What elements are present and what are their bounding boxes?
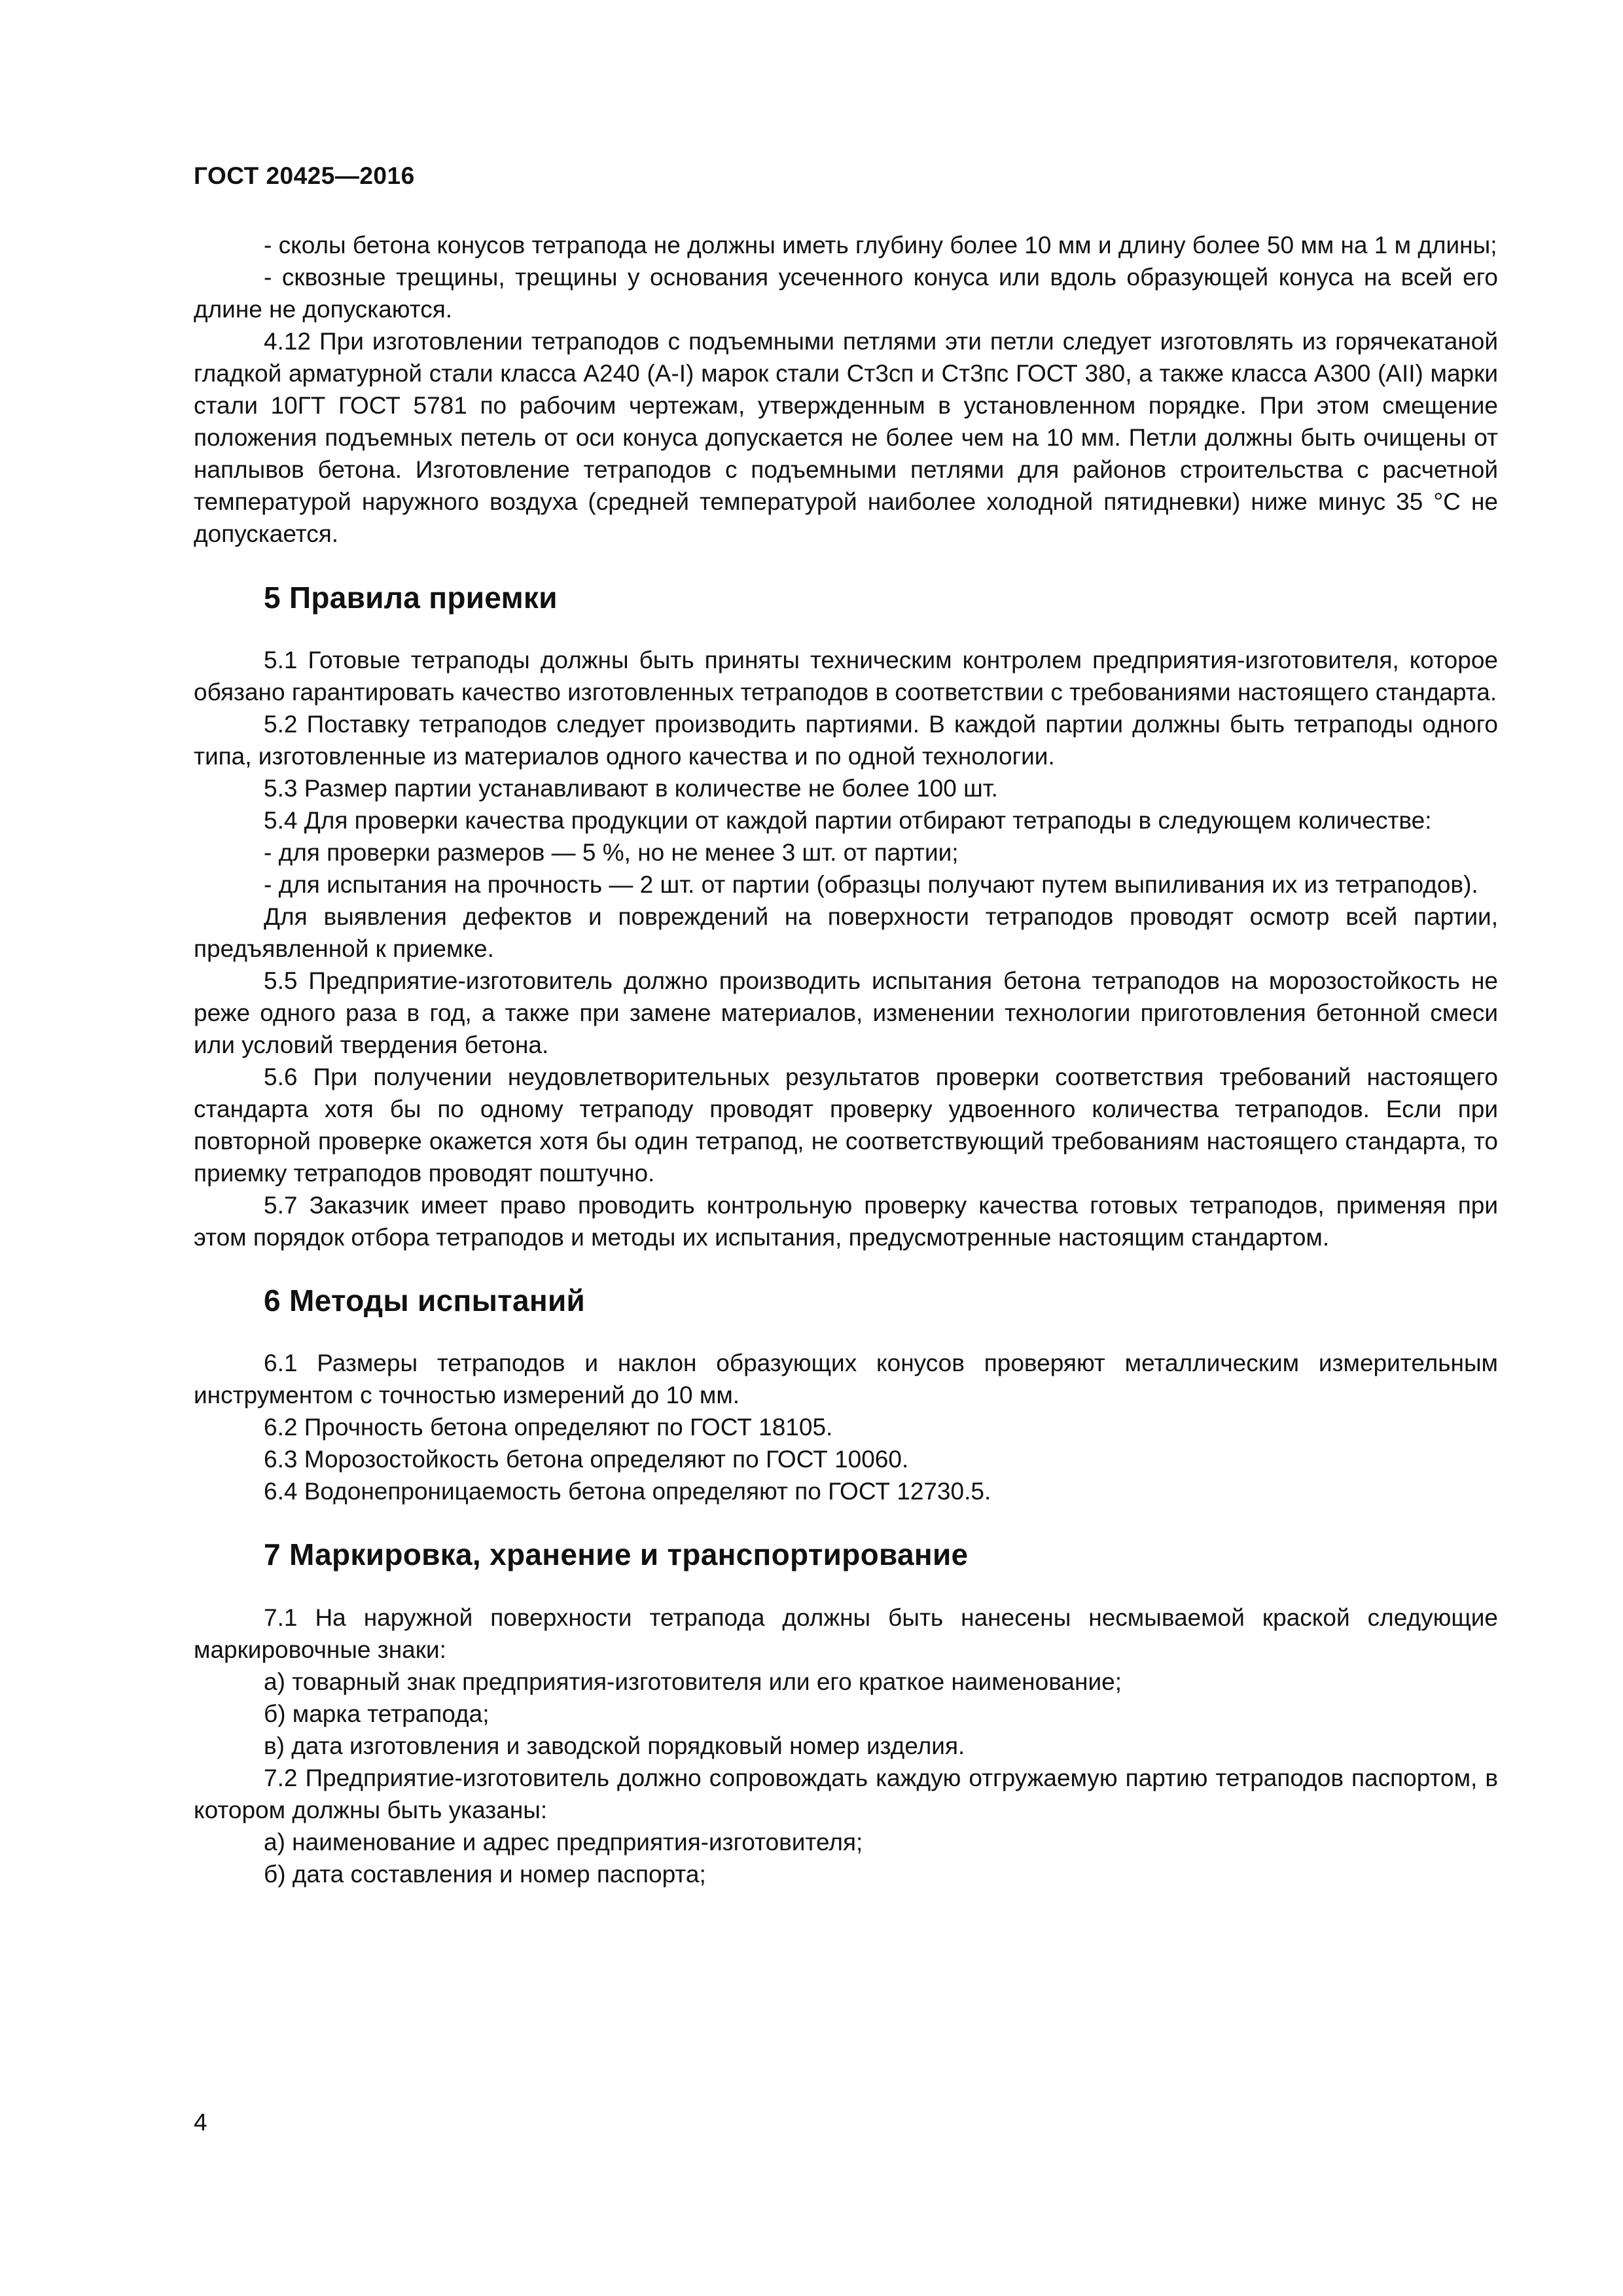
paragraph: 5.1 Готовые тетраподы должны быть приняты техническим контролем предприятия-изготовителя, которое обязано гарантировать качество изготовленных тетраподов в соответствии с требованиями настоящего стандарта. [194, 647, 1498, 706]
list-item: - для проверки размеров — 5 %, но не менее 3 шт. от партии; [264, 839, 959, 866]
paragraph: 4.12 При изготовлении тетраподов с подъемными петлями эти петли следует изготовлять из горячекатаной гладкой арматурной стали класса А240 (А-I) марок стали Ст3сп и Ст3пс ГОСТ 380, а также класса А300 (АII) марки стали 10ГТ ГОСТ 5781 по рабочим чертежам, утвержденным в установленном порядке. При этом смещение положения подъемных петель от оси конуса допускается не более чем на 10 мм. Петли должны быть очищены от наплывов бетона. Изготовление тетраподов с подъемными петлями для районов строительства с расчетной температурой наружного воздуха (средней температурой наиболее холодной пятидневки) ниже минус 35 °С не допускается. [194, 328, 1498, 547]
list-item: - для испытания на прочность — 2 шт. от партии (образцы получают путем выпиливания их из тетраподов). [264, 871, 1478, 898]
paragraph: 5.4 Для проверки качества продукции от каждой партии отбирают тетраподы в следующем количестве: [264, 807, 1432, 834]
paragraph: 5.2 Поставку тетраподов следует производить партиями. В каждой партии должны быть тетраподы одного типа, изготовленные из материалов одного качества и по одной технологии. [194, 711, 1498, 770]
paragraph: 5.6 При получении неудовлетворительных результатов проверки соответствия требований настоящего стандарта хотя бы по одному тетраподу проводят проверку удвоенного количества тетраподов. Если при повторной проверке окажется хотя бы один тетрапод, не соответствующий требованиям настоящего стандарта, то приемку тетраподов проводят поштучно. [194, 1064, 1498, 1187]
section-heading-5: 5 Правила приемки [264, 581, 558, 615]
list-item: б) марка тетрапода; [264, 1700, 490, 1727]
paragraph: - сколы бетона конусов тетрапода не должны иметь глубину более 10 мм и длину более 50 мм на 1 м длины; [264, 232, 1497, 259]
list-item: б) дата составления и номер паспорта; [264, 1861, 706, 1888]
list-item: а) наименование и адрес предприятия-изготовителя; [264, 1829, 863, 1856]
document-body [194, 229, 1498, 1890]
paragraph: 6.4 Водонепроницаемость бетона определяют по ГОСТ 12730.5. [264, 1478, 991, 1505]
standard-header: ГОСТ 20425—2016 [194, 162, 415, 189]
list-item: в) дата изготовления и заводской порядковый номер изделия. [264, 1732, 965, 1759]
page-number: 4 [194, 2109, 207, 2136]
paragraph: - сквозные трещины, трещины у основания усеченного конуса или вдоль образующей конуса на всей его длине не допускаются. [194, 264, 1498, 323]
section-heading-6: 6 Методы испытаний [264, 1283, 586, 1318]
paragraph: 7.1 На наружной поверхности тетрапода должны быть нанесены несмываемой краской следующие маркировочные знаки: [194, 1604, 1498, 1663]
paragraph: 5.7 Заказчик имеет право проводить контрольную проверку качества готовых тетраподов, применяя при этом порядок отбора тетраподов и методы их испытания, предусмотренные настоящим стандартом. [194, 1192, 1498, 1251]
paragraph: Для выявления дефектов и повреждений на поверхности тетраподов проводят осмотр всей партии, предъявленной к приемке. [194, 903, 1498, 962]
paragraph: 7.2 Предприятие-изготовитель должно сопровождать каждую отгружаемую партию тетраподов паспортом, в котором должны быть указаны: [194, 1765, 1498, 1823]
section-heading-7: 7 Маркировка, хранение и транспортирование [264, 1537, 969, 1571]
paragraph: 6.3 Морозостойкость бетона определяют по ГОСТ 10060. [264, 1446, 909, 1473]
paragraph: 6.2 Прочность бетона определяют по ГОСТ 18105. [264, 1414, 833, 1441]
paragraph: 5.5 Предприятие-изготовитель должно производить испытания бетона тетраподов на морозостойкость не реже одного раза в год, а также при замене материалов, изменении технологии приготовления бетонной смеси или условий твердения бетона. [194, 967, 1498, 1058]
paragraph: 6.1 Размеры тетраподов и наклон образующих конусов проверяют металлическим измерительным инструментом с точностью измерений до 10 мм. [194, 1350, 1498, 1408]
list-item: а) товарный знак предприятия-изготовителя или его краткое наименование; [264, 1668, 1122, 1695]
paragraph: 5.3 Размер партии устанавливают в количестве не более 100 шт. [264, 775, 998, 802]
